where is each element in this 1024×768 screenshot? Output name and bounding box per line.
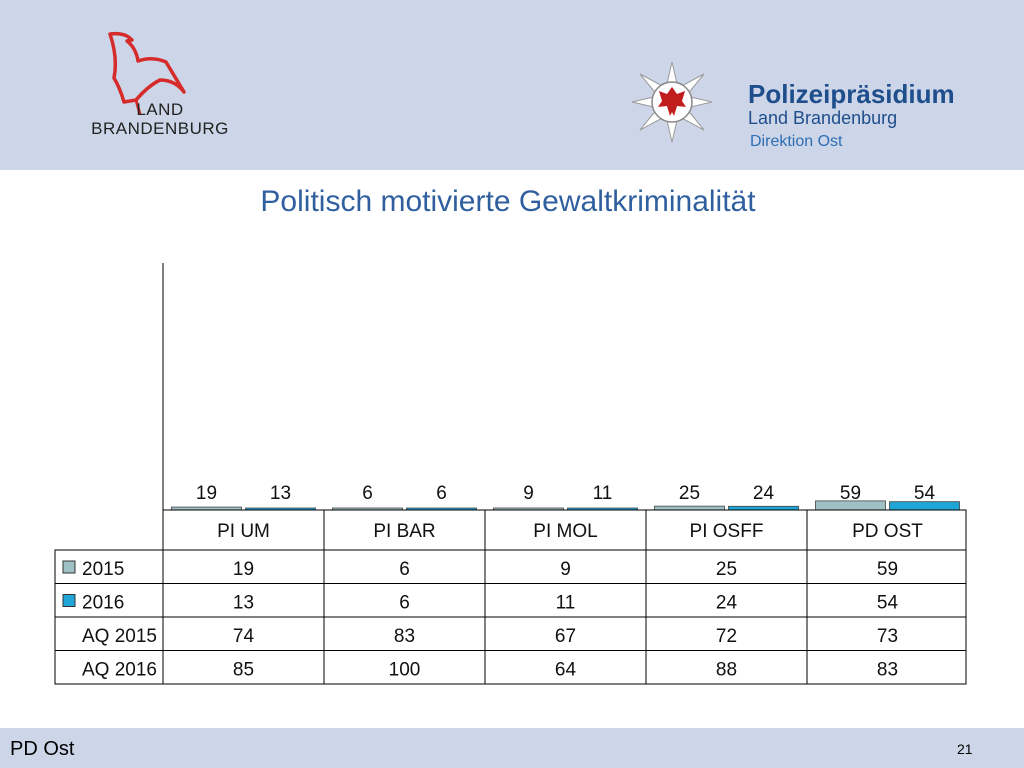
row-label-2: AQ 2015 bbox=[82, 626, 157, 647]
table-cell-3-1: 100 bbox=[388, 659, 421, 681]
police-subtitle: Land Brandenburg bbox=[748, 108, 898, 128]
row-label-1: 2016 bbox=[82, 592, 125, 614]
table-row-frame-0 bbox=[55, 550, 966, 584]
footer-bar bbox=[0, 728, 1024, 768]
table-cell-0-0: 19 bbox=[232, 559, 255, 580]
bar-label-2016-1: 6 bbox=[436, 483, 447, 504]
table-cell-1-0: 13 bbox=[232, 592, 255, 614]
table-cell-1-4: 54 bbox=[876, 592, 899, 614]
table-cell-2-4: 73 bbox=[876, 626, 899, 647]
table-cell-3-4: 83 bbox=[876, 659, 899, 681]
table-cell-3-0: 85 bbox=[232, 659, 255, 681]
brand-line-land: LAND bbox=[136, 100, 184, 119]
table-cell-0-2: 9 bbox=[560, 559, 571, 580]
category-label-3: PI OSFF bbox=[689, 521, 764, 542]
table-cell-2-1: 83 bbox=[393, 626, 416, 647]
table-row-frame-3 bbox=[55, 651, 966, 685]
page-number: 21 bbox=[957, 741, 973, 757]
slide-title: Politisch motivierte Gewaltkriminalität bbox=[260, 185, 756, 218]
category-label-0: PI UM bbox=[217, 521, 270, 542]
category-label-2: PI MOL bbox=[533, 521, 598, 542]
bar-label-2016-4: 54 bbox=[913, 483, 936, 504]
header-banner bbox=[0, 0, 1024, 170]
table-cell-2-2: 67 bbox=[554, 626, 577, 647]
bar-label-2015-1: 6 bbox=[362, 483, 373, 504]
table-cell-3-2: 64 bbox=[554, 659, 577, 681]
table-cell-1-2: 11 bbox=[555, 592, 576, 614]
table-cell-2-0: 74 bbox=[232, 626, 255, 647]
bar-label-2015-4: 59 bbox=[839, 483, 862, 504]
bar-label-2015-2: 9 bbox=[523, 483, 534, 504]
footer-label: PD Ost bbox=[10, 738, 75, 760]
table-row-frame-2 bbox=[55, 617, 966, 651]
category-label-1: PI BAR bbox=[373, 521, 436, 542]
bar-label-2016-2: 11 bbox=[592, 483, 613, 504]
police-star-icon bbox=[630, 60, 714, 144]
table-cell-0-4: 59 bbox=[876, 559, 899, 580]
row-label-0: 2015 bbox=[82, 559, 125, 580]
police-direction: Direktion Ost bbox=[750, 133, 843, 150]
land-brandenburg-logo bbox=[80, 28, 240, 143]
table-cell-3-3: 88 bbox=[715, 659, 738, 681]
bar-2015-3 bbox=[655, 506, 725, 510]
table-cell-0-3: 25 bbox=[715, 559, 738, 580]
bar-label-2016-0: 13 bbox=[269, 483, 292, 504]
legend-key-2015 bbox=[63, 561, 75, 573]
bar-label-2016-3: 24 bbox=[752, 483, 775, 504]
table-row-frame-1 bbox=[55, 584, 966, 618]
bar-label-2015-0: 19 bbox=[195, 483, 218, 504]
row-label-3: AQ 2016 bbox=[82, 659, 157, 681]
brand-line-brandenburg: BRANDENBURG bbox=[91, 119, 229, 138]
category-label-4: PD OST bbox=[852, 521, 923, 542]
legend-key-2016 bbox=[63, 595, 75, 607]
table-cell-1-3: 24 bbox=[715, 592, 738, 614]
bar-label-2015-3: 25 bbox=[678, 483, 701, 504]
table-cell-2-3: 72 bbox=[715, 626, 738, 647]
table-cell-1-1: 6 bbox=[399, 592, 410, 614]
table-cell-0-1: 6 bbox=[399, 559, 410, 580]
police-title: Polizeipräsidium bbox=[748, 79, 955, 109]
bar-2016-3 bbox=[729, 506, 799, 510]
bar-chart bbox=[0, 255, 1024, 695]
